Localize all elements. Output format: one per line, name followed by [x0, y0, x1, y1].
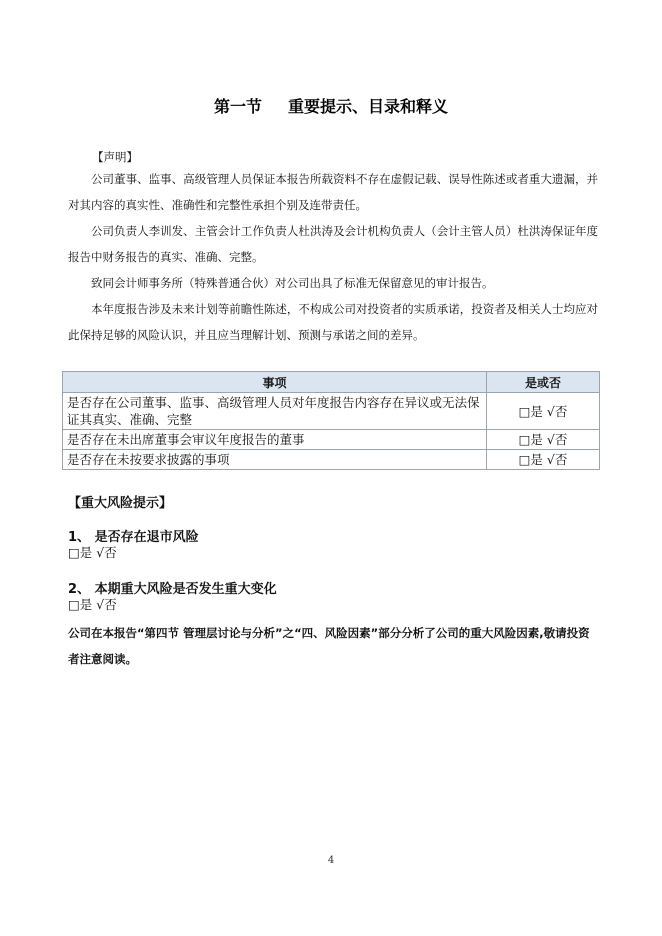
table-header-row [63, 372, 600, 393]
section-title-text: 重要提示、目录和释义 [288, 97, 449, 116]
section-number: 第一节 [213, 97, 262, 116]
table-cell-item: 是否存在公司董事、监事、高级管理人员对年度报告内容存在异议或无法保证其真实、准确、完整 [63, 393, 487, 430]
risk-question-2: 2、 本期重大风险是否发生重大变化 [68, 582, 277, 597]
table-row [63, 430, 600, 450]
risk-answer-2: □是 √否 [68, 597, 117, 612]
risk-notice: 公司在本报告“第四节 管理层讨论与分析”之“四、风险因素”部分分析了公司的重大风险因素,敬请投资者注意阅读。 [68, 626, 590, 666]
table-cell-item: 是否存在未按要求披露的事项 [63, 450, 487, 470]
column-header-item: 事项 [63, 372, 487, 393]
table-row [63, 393, 600, 430]
table-cell-answer: □是 √否 [487, 430, 600, 450]
table-cell-answer: □是 √否 [487, 393, 600, 430]
table-row [63, 450, 600, 470]
declaration-paragraph-1: 公司董事、监事、高级管理人员保证本报告所载资料不存在虚假记载、误导性陈述或者重大遗漏，并对其内容的真实性、准确性和完整性承担个别及连带责任。 [68, 172, 598, 212]
risk-heading: 【重大风险提示】 [68, 496, 173, 511]
declaration-heading: 【声明】 [92, 150, 138, 164]
risk-question-1: 1、 是否存在退市风险 [68, 530, 199, 545]
declaration-paragraph-4: 本年度报告涉及未来计划等前瞻性陈述，不构成公司对投资者的实质承诺，投资者及相关人士均应对此保持足够的风险认识，并且应当理解计划、预测与承诺之间的差异。 [68, 302, 598, 342]
page-number: 4 [327, 855, 335, 866]
table-cell-answer: □是 √否 [487, 450, 600, 470]
declaration-paragraph-2: 公司负责人李训发、主管会计工作负责人杜洪涛及会计机构负责人（会计主管人员）杜洪涛保证年度报告中财务报告的真实、准确、完整。 [68, 224, 598, 264]
risk-answer-1: □是 √否 [68, 545, 117, 560]
section-title [0, 94, 662, 117]
declaration-paragraph-3: 致同会计师事务所（特殊普通合伙）对公司出具了标准无保留意见的审计报告。 [91, 276, 494, 290]
column-header-answer: 是或否 [487, 372, 600, 393]
table-cell-item: 是否存在未出席董事会审议年度报告的董事 [63, 430, 487, 450]
disclosure-table [62, 371, 600, 470]
